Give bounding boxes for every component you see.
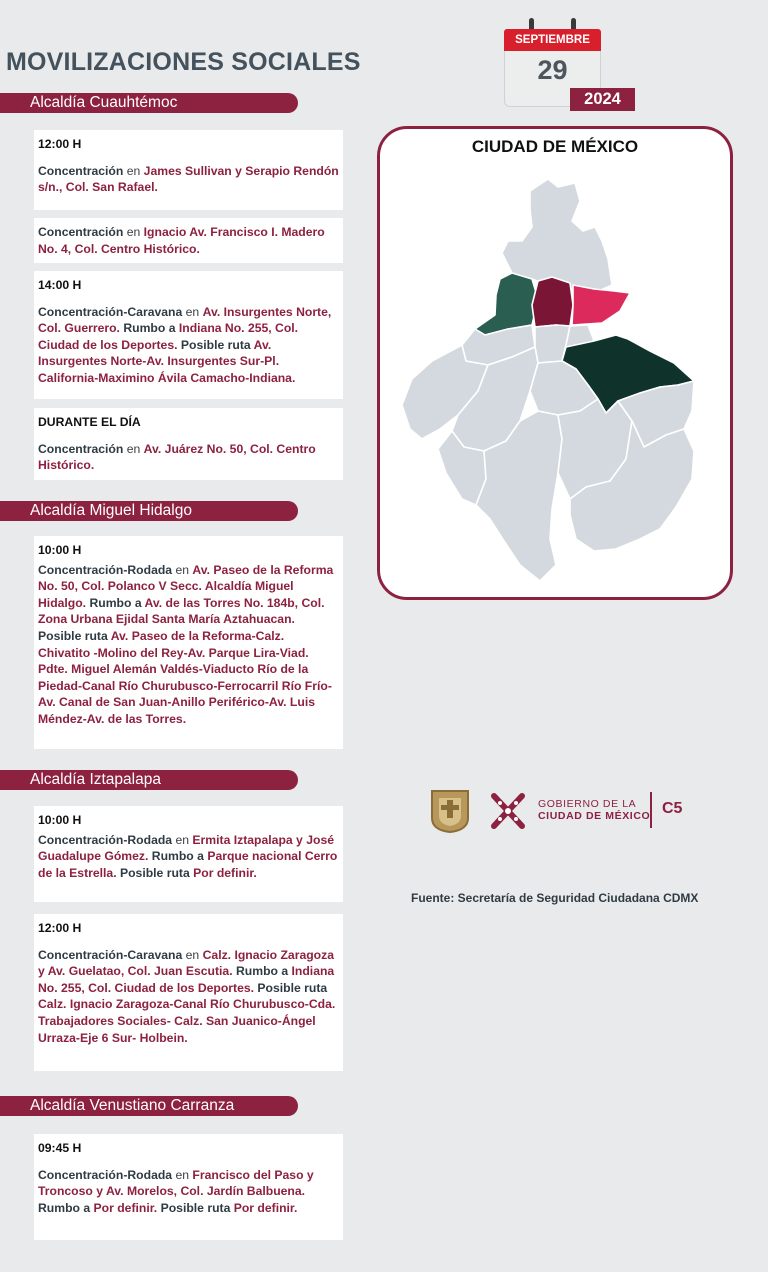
- source-note: Fuente: Secretaría de Seguridad Ciudadana CDMX: [411, 891, 699, 905]
- logo-divider: [650, 792, 652, 828]
- description-segment: Av. Insurgentes Norte, Col. Guerrero.: [38, 304, 332, 336]
- description-segment: Ignacio Av. Francisco I. Madero No. 4, Col. Centro Histórico.: [38, 225, 325, 256]
- description-segment: en: [123, 225, 144, 239]
- description-segment: Concentración: [38, 163, 124, 178]
- description-segment: en: [123, 441, 144, 456]
- event-card: [34, 408, 343, 480]
- gob-line1: GOBIERNO DE LA: [538, 798, 637, 810]
- event-time: 10:00 H: [38, 813, 82, 827]
- description-segment: Parque nacional Cerro de la Estrella.: [38, 849, 338, 880]
- calendar-month: SEPTIEMBRE: [504, 29, 601, 51]
- section-label-venustiano-carranza: Alcaldía Venustiano Carranza: [0, 1096, 298, 1116]
- event-card: [34, 536, 343, 749]
- description-segment: Av. Juárez No. 50, Col. Centro Histórico.: [38, 441, 316, 473]
- cdmx-shield-icon: [429, 788, 471, 834]
- description-segment: Av. Paseo de la Reforma-Calz. Chivatito -Molino del Rey-Av. Parque Lira-Viad. Pdte. Miguel Alemán Valdés-Viaducto Río de la Piedad-Canal Río Churubusco-Ferrocarril Río Frío-Av. Canal de San Juan-Anillo Periférico-Av. Luis Méndez-Av. de las Torres.: [38, 628, 332, 726]
- description-segment: en: [182, 304, 203, 319]
- calendar-year: 2024: [570, 88, 635, 111]
- description-segment: Francisco del Paso y Troncoso y Av. Morelos, Col. Jardín Balbuena.: [38, 1167, 314, 1199]
- event-card: [34, 218, 343, 263]
- description-segment: Posible ruta: [157, 1200, 234, 1215]
- description-segment: James Sullivan y Serapio Rendón s/n., Col. San Rafael.: [38, 163, 339, 195]
- map-title: CIUDAD DE MÉXICO: [471, 137, 639, 156]
- event-time: 14:00 H: [38, 278, 82, 292]
- event-description: [38, 441, 339, 474]
- description-segment: Por definir.: [233, 1200, 298, 1215]
- event-time: 12:00 H: [38, 137, 82, 151]
- section-label-miguel-hidalgo: Alcaldía Miguel Hidalgo: [0, 501, 298, 521]
- gobierno-cdmx-text: [538, 798, 650, 822]
- description-segment: Ermita Iztapalapa y José Guadalupe Gómez.: [38, 832, 334, 864]
- description-segment: en: [172, 832, 193, 847]
- event-time: 10:00 H: [38, 543, 82, 557]
- description-segment: Por definir.: [93, 1200, 158, 1215]
- description-segment: Av. Paseo de la Reforma No. 50, Col. Polanco V Secc. Alcaldía Miguel Hidalgo.: [38, 562, 334, 610]
- description-segment: Calz. Ignacio Zaragoza-Canal Río Churubusco-Cda. Trabajadores Sociales- Calz. San Juanico-Ángel Urraza-Eje 6 Sur- Holbein.: [38, 997, 336, 1045]
- map-region-cuauhtemoc: [532, 277, 573, 327]
- map-panel: [377, 126, 733, 600]
- description-segment: Concentración-Rodada: [38, 562, 173, 577]
- description-segment: en: [172, 1167, 193, 1182]
- event-description: [38, 163, 339, 196]
- page-title: MOVILIZACIONES SOCIALES: [6, 48, 361, 76]
- description-segment: Posible ruta: [177, 337, 254, 352]
- event-card: [34, 914, 343, 1071]
- description-segment: Concentración: [38, 225, 124, 239]
- description-segment: Posible ruta: [116, 865, 194, 880]
- description-segment: Concentración-Caravana: [38, 947, 183, 962]
- description-segment: Posible ruta: [254, 980, 328, 995]
- description-segment: Rumbo a: [148, 849, 208, 864]
- description-segment: en: [123, 163, 144, 178]
- description-segment: Indiana No. 255, Col. Ciudad de los Deportes.: [38, 321, 299, 352]
- event-description: [38, 224, 339, 257]
- event-description: [38, 947, 339, 1047]
- event-description: [38, 832, 339, 882]
- event-time: 12:00 H: [38, 921, 82, 935]
- description-segment: Concentración-Caravana: [38, 304, 183, 319]
- cdmx-map: [380, 129, 730, 597]
- description-segment: Concentración-Rodada: [38, 832, 173, 847]
- section-label-cuauhtemoc: Alcaldía Cuauhtémoc: [0, 93, 298, 113]
- description-segment: Rumbo a: [232, 964, 292, 979]
- description-segment: Concentración-Rodada: [38, 1167, 173, 1182]
- description-segment: Indiana No. 255, Col. Ciudad de los Deportes.: [38, 964, 335, 995]
- description-segment: Rumbo a: [119, 321, 179, 336]
- gob-line2: CIUDAD DE MÉXICO: [538, 810, 651, 822]
- description-segment: Av. Insurgentes Norte-Av. Insurgentes Sur-Pl. California-Maximino Ávila Camacho-Indiana.: [38, 337, 296, 385]
- description-segment: Por definir.: [193, 865, 257, 880]
- description-segment: en: [182, 947, 203, 962]
- description-segment: Calz. Ignacio Zaragoza y Av. Guelatao, Col. Juan Escutia.: [38, 947, 334, 979]
- event-description: [38, 304, 339, 387]
- description-segment: Av. de las Torres No. 184b, Col. Zona Urbana Ejidal Santa María Aztahuacan.: [38, 595, 325, 627]
- event-description: [38, 1167, 339, 1217]
- description-segment: Posible ruta: [38, 628, 111, 643]
- event-time: DURANTE EL DÍA: [38, 415, 141, 429]
- c5-logo: C5: [662, 800, 683, 817]
- cdmx-logo-icon: [484, 786, 532, 836]
- calendar-icon: [503, 18, 635, 114]
- section-label-iztapalapa: Alcaldía Iztapalapa: [0, 770, 298, 790]
- event-card: [34, 1134, 343, 1240]
- description-segment: Concentración: [38, 441, 124, 456]
- description-segment: Rumbo a: [38, 1200, 94, 1215]
- calendar-day: 29: [537, 55, 568, 85]
- event-description: [38, 562, 339, 728]
- event-card: [34, 130, 343, 210]
- map-region-venustiano-carranza: [572, 285, 630, 325]
- event-time: 09:45 H: [38, 1141, 82, 1155]
- event-card: [34, 806, 343, 902]
- event-card: [34, 271, 343, 399]
- description-segment: en: [172, 562, 193, 577]
- description-segment: Rumbo a: [86, 595, 145, 610]
- logos: [428, 786, 728, 838]
